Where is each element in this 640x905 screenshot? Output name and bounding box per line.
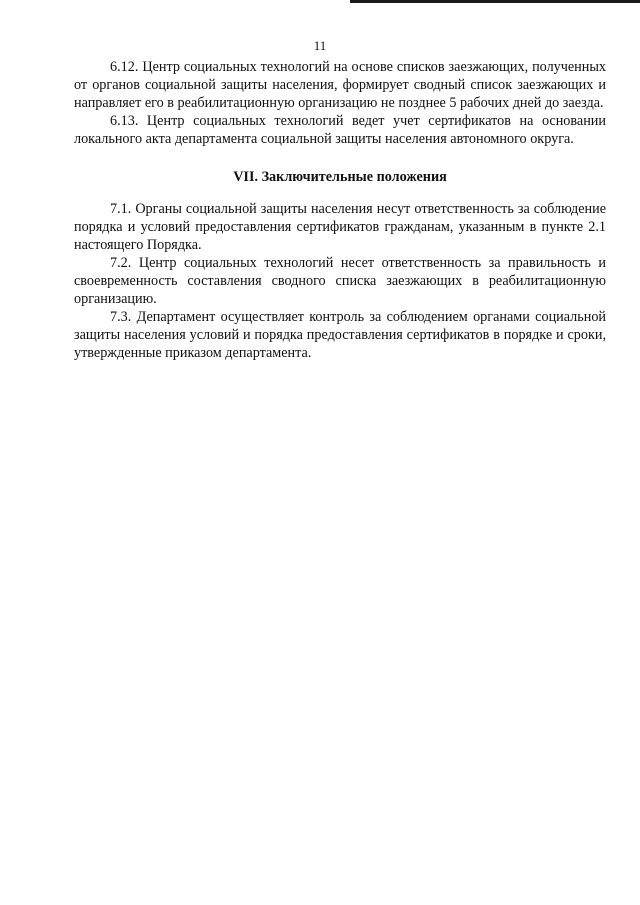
section-heading: VII. Заключительные положения [233, 169, 447, 185]
paragraph-7-1: 7.1. Органы социальной защиты населения несут ответственность за соблюдение порядка и условий предоставления сертификатов гражданам, указанным в пункте 2.1 настоящего Порядка. [74, 201, 606, 253]
paragraph-7-3: 7.3. Департамент осуществляет контроль за соблюдением органами социальной защиты населения условий и порядка предоставления сертификатов в порядке и сроки, утвержденные приказом департамента. [74, 309, 606, 361]
document-body [74, 58, 606, 362]
page-number: 11 [313, 38, 327, 53]
paragraph-7-2: 7.2. Центр социальных технологий несет ответственность за правильность и своевременность составления сводного списка заезжающих в реабилитационную организацию. [74, 255, 606, 307]
scan-edge-line [350, 0, 640, 3]
paragraph-6-12: 6.12. Центр социальных технологий на основе списков заезжающих, полученных от органов социальной защиты населения, формирует сводный список заезжающих и направляет его в реабилитационную организацию не позднее 5 рабочих дней до заезда. [74, 59, 606, 111]
paragraph-6-13: 6.13. Центр социальных технологий ведет учет сертификатов на основании локального акта департамента социальной защиты населения автономного округа. [74, 113, 606, 147]
